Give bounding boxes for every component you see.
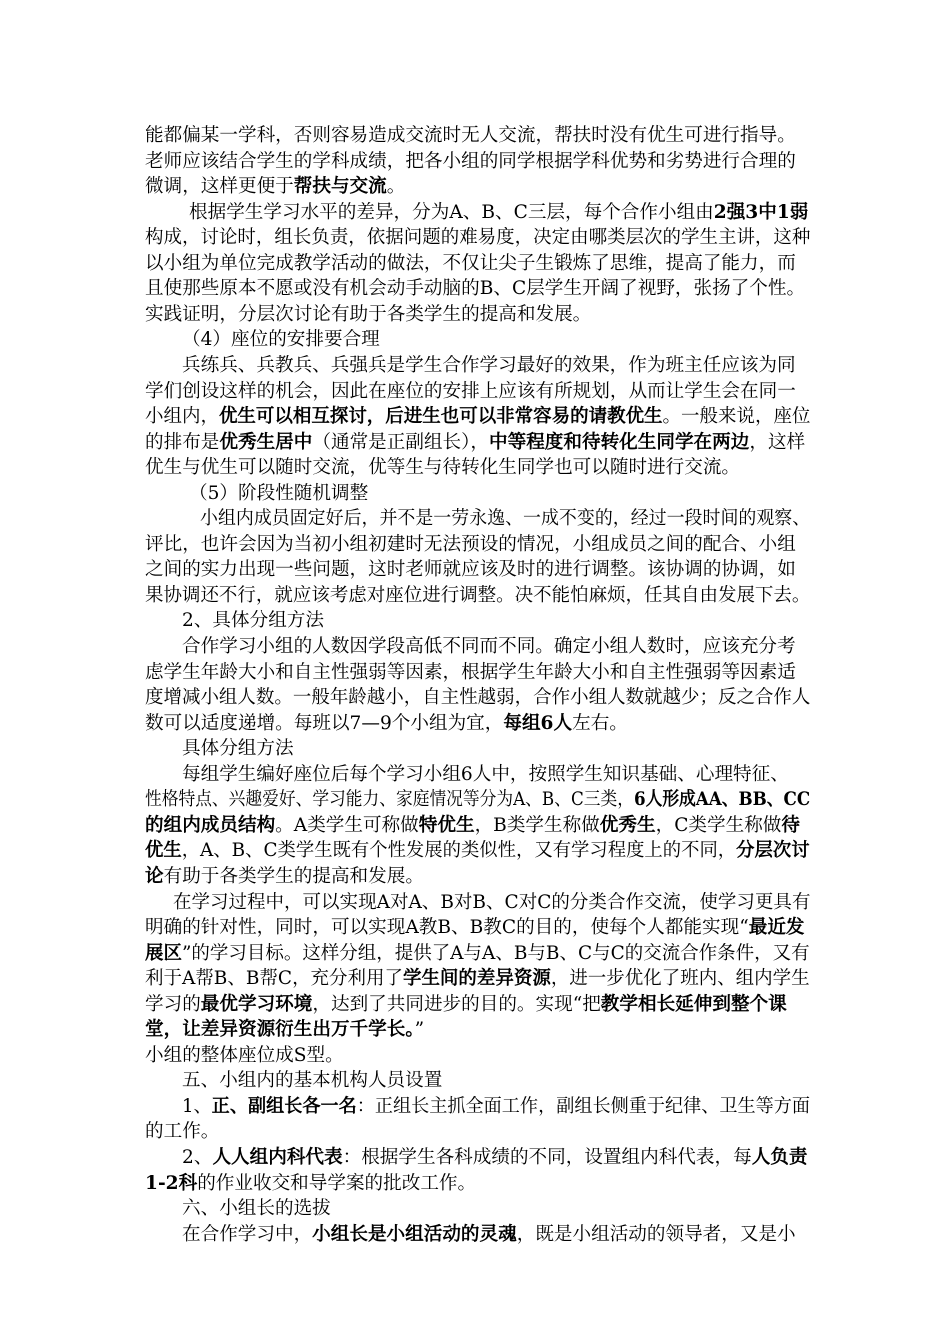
text-run: 的排布是 [145, 431, 220, 453]
text-line [145, 914, 805, 942]
text-run: ，B类学生称做 [474, 814, 600, 836]
bold-text-run: 分层次讨 [736, 840, 810, 862]
text-line [189, 199, 808, 227]
text-run: ：根据学生各科成绩的不同，设置组内科代表，每 [342, 1147, 752, 1168]
bold-text-run: 优秀生 [599, 814, 656, 836]
text-run: 小组内成员固定好后，并不是一劳永逸、一成不变的，经过一段时间的观察、 [200, 508, 811, 530]
text-line [145, 1118, 219, 1146]
bold-text-run: 中等程度和待转化生同学在两边 [489, 431, 750, 453]
text-run: ，A、B、C类学生既有个性发展的类似性，又有学习程度上的不同， [181, 840, 737, 862]
text-line [182, 352, 796, 380]
text-line [182, 1067, 442, 1095]
text-line [145, 812, 800, 840]
text-line [145, 301, 591, 329]
text-line [145, 1170, 476, 1198]
bold-text-run: 优生 [145, 840, 182, 862]
text-line [145, 275, 805, 303]
text-run: 。一般来说，座位 [662, 406, 811, 428]
text-line [200, 505, 810, 533]
text-run: 六、小组长的选拔 [182, 1198, 331, 1220]
text-line [182, 1093, 810, 1121]
text-run: 在学习过程中，可以实现A对A、B对B、C对C的分类合作交流，使学习更具有 [173, 891, 811, 913]
text-line [145, 582, 810, 610]
text-run: ，进一步优化了班内、组内学生 [550, 968, 810, 990]
bold-text-run: 小组长是小组活动的灵魂 [312, 1223, 517, 1245]
text-run: ，这样 [749, 431, 806, 453]
text-run: 左右。 [572, 712, 628, 734]
text-run: ，达到了共同进步的目的。实现“把 [312, 993, 601, 1015]
text-line [145, 965, 810, 993]
text-run: 之间的实力出现一些问题，这时老师就应该及时的进行调整。该协调的协调，如 [145, 559, 796, 581]
text-run: 虑学生年龄大小和自主性强弱等因素，根据学生年龄大小和自主性强弱等因素适 [145, 661, 796, 683]
text-line [145, 991, 787, 1019]
text-line [145, 531, 796, 559]
text-line [182, 1195, 331, 1223]
text-run: ：正组长主抓全面工作，副组长侧重于纪律、卫生等方面 [356, 1095, 811, 1117]
text-run: 老师应该结合学生的学科成绩，把各小组的同学根据学科优势和劣势进行合理的 [145, 150, 796, 172]
text-run: 。A类学生可称做 [275, 814, 419, 836]
text-line [182, 735, 294, 763]
text-run: 的工作。 [145, 1121, 220, 1143]
bold-text-run: 最优学习环境 [200, 993, 313, 1015]
text-run: 1、 [182, 1095, 212, 1117]
text-line [182, 633, 796, 661]
text-line [145, 1016, 424, 1044]
text-line [145, 454, 740, 482]
text-line [145, 173, 405, 201]
text-run: 2、具体分组方法 [182, 610, 324, 632]
text-line [182, 607, 324, 635]
bold-text-run: 堂，让差异资源衍生出万千学长。 [145, 1019, 415, 1041]
bold-text-run: 人负责 [751, 1147, 808, 1168]
bold-text-run: 每组6人 [503, 712, 573, 734]
bold-text-run: 特优生 [418, 814, 475, 836]
text-line [145, 837, 810, 865]
text-run: （4）座位的安排要合理 [182, 329, 380, 351]
bold-text-run: 帮扶与交流 [293, 176, 387, 198]
text-run: 小组内， [145, 406, 219, 428]
text-run: 五、小组内的基本机构人员设置 [182, 1070, 443, 1092]
text-run: 构成，讨论时，组长负责，依据问题的难易度，决定由哪类层次的学生主讲，这种 [145, 227, 811, 249]
bold-text-run: 展区 [145, 942, 182, 964]
text-line [145, 863, 424, 891]
text-run: 实践证明，分层次讨论有助于各类学生的提高和发展。 [145, 303, 592, 325]
text-line [189, 480, 368, 508]
text-line [145, 1042, 344, 1070]
text-line [145, 250, 796, 278]
text-run: 学们创设这样的机会，因此在座位的安排上应该有所规划，从而让学生会在同一 [145, 380, 796, 402]
text-line [145, 148, 796, 176]
text-line [145, 224, 810, 252]
text-line [145, 659, 796, 687]
text-line [145, 786, 810, 814]
text-run: ，C类学生称做 [655, 814, 782, 836]
bold-text-run: 学生间的差异资源 [402, 968, 551, 990]
text-run: 度增减小组人数。一般年龄越小，自主性越弱，合作小组人数就越少；反之合作人 [145, 687, 811, 709]
text-line [145, 556, 796, 584]
text-run: 。 [386, 176, 406, 198]
text-run: 合作学习小组的人数因学段高低不同而不同。确定小组人数时，应该充分考 [182, 636, 796, 657]
text-line [182, 326, 380, 354]
text-run: 在合作学习中， [182, 1223, 313, 1245]
text-run: 有助于各类学生的提高和发展。 [163, 865, 424, 887]
bold-text-run: 1-2科 [145, 1172, 198, 1194]
text-line [145, 403, 810, 431]
text-run: 能都偏某一学科，否则容易造成交流时无人交流，帮扶时没有优生可进行指导。 [145, 125, 796, 146]
text-line [182, 1144, 807, 1172]
text-line [145, 684, 810, 712]
text-run: 性格特点、兴趣爱好、学习能力、家庭情况等分为A、B、C三类， [145, 789, 634, 811]
text-run: 微调，这样更便于 [145, 176, 294, 198]
text-run: 小组的整体座位成S型。 [145, 1044, 344, 1066]
bold-text-run: 正、副组长各一名 [211, 1095, 357, 1117]
bold-text-run: 优秀生居中 [219, 431, 313, 453]
text-run: 以小组为单位完成教学活动的做法，不仅让尖子生锻炼了思维，提高了能力，而 [145, 252, 796, 274]
bold-text-run: 待 [781, 814, 800, 836]
text-run: （通常是正副组长）， [312, 431, 490, 453]
bold-text-run: 的组内成员结构 [145, 814, 276, 836]
text-run: ”的学习目标。这样分组，提供了A与A、B与B、C与C的交流合作条件，又有 [181, 942, 810, 964]
bold-text-run: 2强3中1弱 [713, 201, 809, 223]
text-run: 根据学生学习水平的差异，分为A、B、C三层，每个合作小组由 [189, 201, 714, 223]
text-run: 2、 [182, 1147, 213, 1168]
bold-text-run: 论 [145, 865, 164, 887]
text-line [145, 429, 805, 457]
bold-text-run: 优生可以相互探讨，后进生也可以非常容易的请教优生 [218, 406, 663, 428]
text-run: 评比，也许会因为当初小组初建时无法预设的情况，小组成员之间的配合、小组 [145, 533, 796, 555]
text-line [173, 889, 810, 917]
text-line [145, 940, 810, 968]
text-run: 学习的 [145, 993, 201, 1015]
text-run: 具体分组方法 [182, 738, 294, 760]
bold-text-run: 最近发 [748, 917, 805, 939]
text-run: 兵练兵、兵教兵、兵强兵是学生合作学习最好的效果，作为班主任应该为同 [182, 354, 796, 376]
text-line [145, 378, 796, 406]
text-run: 的作业收交和导学案的批改工作。 [197, 1172, 477, 1194]
text-line [145, 710, 628, 738]
text-run: 且使那些原本不愿或没有机会动手动脑的B、C层学生开阔了视野，张扬了个性。 [145, 278, 806, 300]
text-line [182, 761, 789, 789]
text-line [145, 122, 796, 150]
text-line [182, 1221, 796, 1249]
text-run: 优生与优生可以随时交流，优等生与待转化生同学也可以随时进行交流。 [145, 457, 741, 479]
bold-text-run: 教学相长延伸到整个课 [600, 993, 787, 1015]
text-run: ” [414, 1019, 425, 1041]
text-run: ，既是小组活动的领导者，又是小 [516, 1223, 796, 1245]
text-run: 每组学生编好座位后每个学习小组6人中，按照学生知识基础、心理特征、 [182, 763, 789, 785]
text-run: 数可以适度递增。每班以7—9个小组为宜， [145, 712, 504, 734]
text-run: 果协调还不行，就应该考虑对座位进行调整。决不能怕麻烦，任其自由发展下去。 [145, 584, 811, 606]
text-run: 明确的针对性，同时，可以实现A教B、B教C的目的，使每个人都能实现“ [145, 917, 749, 939]
text-run: 利于A帮B、B帮C，充分利用了 [145, 968, 403, 990]
bold-text-run: 6人形成AA、BB、CC [633, 789, 811, 811]
text-run: （5）阶段性随机调整 [189, 482, 369, 504]
bold-text-run: 人人组内科代表 [212, 1147, 343, 1168]
